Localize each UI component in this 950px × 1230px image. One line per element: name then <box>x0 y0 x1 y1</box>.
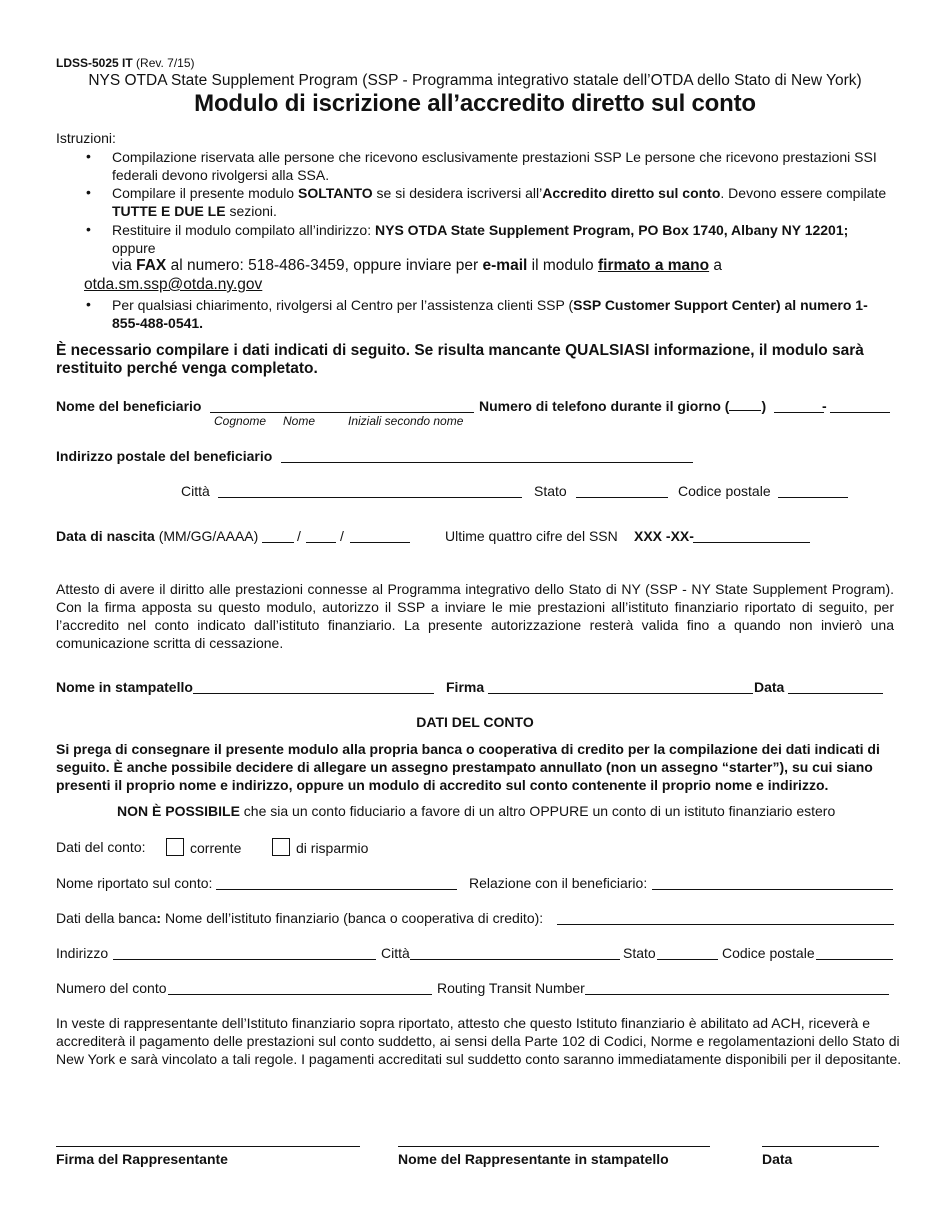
instruction-3: Restituire il modulo compilato all’indirizzo: NYS OTDA State Supplement Program, PO Box 1740, Albany NY 12201; <box>112 222 849 238</box>
account-number-field[interactable] <box>168 994 432 995</box>
rep-signature-field[interactable] <box>56 1146 360 1147</box>
dob-year-field[interactable] <box>350 542 410 543</box>
phone-label: Numero di telefono durante il giorno ( ) <box>479 398 767 414</box>
date-label: Data <box>754 679 785 695</box>
bank-zip-field[interactable] <box>816 959 893 960</box>
ssn-mask: XXX -XX- <box>634 528 694 544</box>
signature-field[interactable] <box>488 693 753 694</box>
sub-label-cognome: Cognome <box>214 414 267 428</box>
bank-address-label: Indirizzo <box>56 945 109 961</box>
instruction-2: Compilare il presente modulo SOLTANTO se si desidera iscriversi all’Accredito diretto sul conto. Devono essere compilate TUTTE E DUE LE sezioni. <box>112 185 887 219</box>
bank-state-field[interactable] <box>657 959 718 960</box>
beneficiary-city-field[interactable] <box>218 497 522 498</box>
account-number-label: Numero del conto <box>56 980 167 996</box>
sub-label-nome: Nome <box>283 414 316 428</box>
signature-label: Firma <box>446 679 485 695</box>
beneficiary-city-label: Città <box>181 483 210 499</box>
name-on-account-field[interactable] <box>216 889 457 890</box>
dob-label: Data di nascita (MM/GG/AAAA) <box>56 528 259 544</box>
bank-zip-label: Codice postale <box>722 945 815 961</box>
rep-date-label: Data <box>762 1151 793 1167</box>
not-possible-note: NON È POSSIBILE che sia un conto fiduciario a favore di un altro OPPURE un conto di un istituto finanziario estero <box>117 803 836 819</box>
bullet-icon: • <box>86 184 91 200</box>
relationship-field[interactable] <box>652 889 893 890</box>
checking-option[interactable]: corrente <box>166 838 241 857</box>
rep-print-name-field[interactable] <box>398 1146 710 1147</box>
name-on-account-label: Nome riportato sul conto: <box>56 875 213 891</box>
bank-attestation-text: In veste di rappresentante dell’Istituto finanziario sopra riportato, attesto che questo Istituto finanziario è abilitato ad ACH, riceverà e accrediterà il pagamento delle prestazioni sul conto suddetto, ai sensi della Parte 102 di Codici, Norme e regolamentazioni dello Stato di New York e sarà vincolato a tali regole. I pagamenti accreditati sul suddetto conto saranno immediatamente disponibili per il depositante. <box>56 1015 902 1067</box>
print-name-field[interactable] <box>193 693 434 694</box>
bank-state-label: Stato <box>623 945 656 961</box>
beneficiary-state-label: Stato <box>534 483 567 499</box>
bank-address-field[interactable] <box>113 959 376 960</box>
account-type-label: Dati del conto: <box>56 839 146 855</box>
instruction-4: Per qualsiasi chiarimento, rivolgersi al Centro per l’assistenza clienti SSP (SSP Customer Support Center) al numero 1-855-488-0541. <box>112 297 868 331</box>
bank-name-label: Dati della banca: Nome dell’istituto finanziario (banca o cooperativa di credito): <box>56 910 544 926</box>
dob-slash-1: / <box>297 528 301 544</box>
ssn-label: Ultime quattro cifre del SSN <box>445 528 618 544</box>
rep-print-name-label: Nome del Rappresentante in stampatello <box>398 1151 669 1167</box>
dob-slash-2: / <box>340 528 344 544</box>
print-name-label: Nome in stampatello <box>56 679 193 695</box>
savings-checkbox[interactable] <box>272 838 290 856</box>
sub-label-iniziali: Iniziali secondo nome <box>348 414 464 428</box>
required-notice: È necessario compilare i dati indicati di seguito. Se risulta mancante QUALSIASI informazione, il modulo sarà restituito perché venga completato. <box>56 342 864 377</box>
relationship-label: Relazione con il beneficiario: <box>469 875 648 891</box>
beneficiary-address-field[interactable] <box>281 462 693 463</box>
bullet-icon: • <box>86 148 91 164</box>
beneficiary-name-label: Nome del beneficiario <box>56 398 202 414</box>
instruction-3-fax-email: via FAX al numero: 518-486-3459, oppure inviare per e-mail il modulo firmato a mano a <box>112 257 723 274</box>
bank-name-field[interactable] <box>557 924 894 925</box>
dob-day-field[interactable] <box>306 542 336 543</box>
bank-city-label: Città <box>381 945 410 961</box>
savings-option[interactable]: di risparmio <box>272 838 368 857</box>
beneficiary-address-label: Indirizzo postale del beneficiario <box>56 448 273 464</box>
dob-month-field[interactable] <box>262 542 294 543</box>
date-field[interactable] <box>788 693 883 694</box>
attestation-text: Attesto di avere il diritto alle prestazioni connesse al Programma integrativo dello Stato di NY (SSP - NY State Supplement Program). Con la firma apposta su questo modulo, autorizzo il SSP a inviare le mie prestazioni all’istituto finanziario riportato di seguito, per l’accredito nel conto indicato dall’istituto finanziario. La presente autorizzazione resterà valida fino a quando non invierò una comunicazione scritta di cessazione. <box>56 581 894 651</box>
bullet-icon: • <box>86 296 91 312</box>
phone-number-field[interactable] <box>830 412 890 413</box>
instruction-1: Compilazione riservata alle persone che ricevono esclusivamente prestazioni SSP Le persone che ricevono prestazioni SSI federali devono rivolgersi alla SSA. <box>112 149 877 183</box>
beneficiary-name-field[interactable] <box>210 412 474 413</box>
beneficiary-state-field[interactable] <box>576 497 668 498</box>
routing-number-field[interactable] <box>585 994 889 995</box>
routing-number-label: Routing Transit Number <box>437 980 585 996</box>
account-section-heading: DATI DEL CONTO <box>416 714 534 730</box>
page-title: Modulo di iscrizione all’accredito diretto sul conto <box>194 90 756 117</box>
instructions-heading: Istruzioni: <box>56 130 116 146</box>
form-id: LDSS-5025 IT (Rev. 7/15) <box>56 56 195 70</box>
account-instructions: Si prega di consegnare il presente modulo alla propria banca o cooperativa di credito per la compilazione dei dati indicati di seguito. È anche possibile decidere di allegare un assegno prestampato annullato (non un assegno “starter”), su cui siano presenti il proprio nome e indirizzo, oppure un modulo di accredito sul conto contenente il proprio nome e indirizzo. <box>56 741 880 793</box>
beneficiary-zip-label: Codice postale <box>678 483 771 499</box>
ssn-last4-field[interactable] <box>693 542 810 543</box>
email-link[interactable]: otda.sm.ssp@otda.ny.gov <box>84 276 263 293</box>
phone-prefix-field[interactable] <box>774 412 824 413</box>
beneficiary-zip-field[interactable] <box>778 497 848 498</box>
bank-city-field[interactable] <box>410 959 620 960</box>
phone-dash: - <box>822 398 827 414</box>
checking-checkbox[interactable] <box>166 838 184 856</box>
rep-date-field[interactable] <box>762 1146 879 1147</box>
instruction-3-oppure: oppure <box>112 240 156 256</box>
rep-signature-label: Firma del Rappresentante <box>56 1151 228 1167</box>
bullet-icon: • <box>86 221 91 237</box>
program-name: NYS OTDA State Supplement Program (SSP - Programma integrativo statale dell’OTDA dello Stato di New York) <box>88 72 862 89</box>
